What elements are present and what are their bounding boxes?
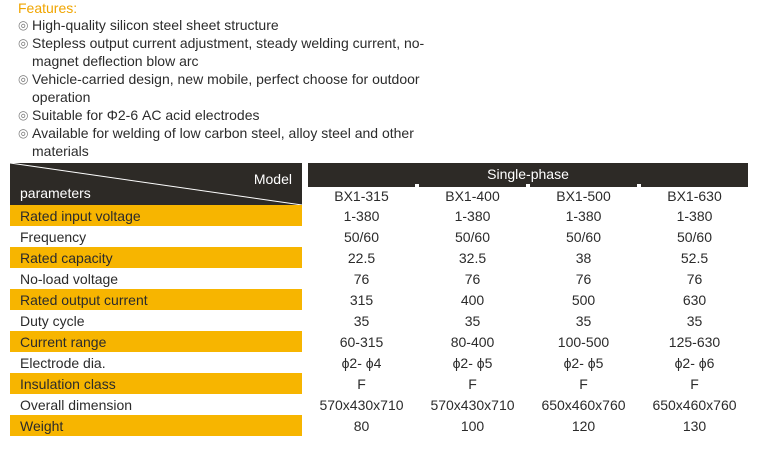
- table-corner-header: [10, 163, 302, 205]
- header-parameters-label: parameters: [20, 185, 91, 201]
- value-cell: 500: [571, 291, 596, 308]
- table-row: [10, 226, 748, 247]
- model-header-cell: BX1-315: [308, 184, 415, 205]
- value-cell: 35: [353, 312, 370, 329]
- value-cell: 630: [682, 291, 707, 308]
- parameter-name: Duty cycle: [20, 312, 85, 329]
- table-row: [10, 268, 748, 289]
- table-row: [10, 352, 748, 373]
- value-cell: 35: [464, 312, 481, 329]
- feature-text: Stepless output current adjustment, steady welding current, no-magnet deflection blow arc: [32, 35, 425, 69]
- value-cell: 50/60: [454, 228, 491, 245]
- value-cell: 125-630: [668, 333, 721, 350]
- feature-text: High-quality silicon steel sheet structure: [32, 17, 279, 33]
- value-cell: 1-380: [565, 207, 602, 224]
- parameter-name: Frequency: [20, 228, 87, 245]
- value-cell: 32.5: [458, 249, 487, 266]
- value-cell: 50/60: [676, 228, 713, 245]
- model-header-cell: BX1-400: [419, 184, 526, 205]
- bullet-circle-icon: ◎: [18, 36, 29, 50]
- table-row: [10, 310, 748, 331]
- feature-item: [18, 16, 458, 34]
- value-cell: 50/60: [343, 228, 380, 245]
- value-cell: 76: [353, 270, 370, 287]
- header-group-single-phase: Single-phase: [308, 163, 748, 184]
- parameter-name: Insulation class: [10, 373, 302, 394]
- value-cell: 38: [575, 249, 592, 266]
- spec-table: [10, 163, 748, 436]
- value-cell: 650x460x760: [652, 396, 737, 413]
- feature-item: [18, 70, 458, 106]
- value-cell: 80-400: [450, 333, 495, 350]
- value-cell: ϕ2- ϕ6: [674, 354, 715, 371]
- value-cell: F: [357, 375, 366, 392]
- value-cell: 1-380: [343, 207, 380, 224]
- value-cell: ϕ2- ϕ5: [452, 354, 493, 371]
- features-title: Features:: [18, 0, 78, 16]
- value-cell: 76: [686, 270, 703, 287]
- value-cell: 76: [575, 270, 592, 287]
- model-header-cell: BX1-500: [530, 184, 637, 205]
- parameter-name: No-load voltage: [20, 270, 119, 287]
- feature-text: Available for welding of low carbon steel, alloy steel and other materials: [32, 125, 414, 159]
- model-header-cell: BX1-630: [641, 184, 748, 205]
- value-cell: 570x430x710: [430, 396, 515, 413]
- value-cell: 35: [575, 312, 592, 329]
- parameter-name: Rated capacity: [10, 247, 302, 268]
- value-cell: 60-315: [339, 333, 384, 350]
- bullet-circle-icon: ◎: [18, 126, 29, 140]
- parameter-name: Rated input voltage: [10, 205, 302, 226]
- value-cell: 76: [464, 270, 481, 287]
- feature-item: [18, 106, 458, 124]
- value-cell: 570x430x710: [319, 396, 404, 413]
- value-cell: 100-500: [557, 333, 610, 350]
- value-cell: 100: [460, 417, 485, 434]
- value-cell: 50/60: [565, 228, 602, 245]
- parameter-name: Current range: [10, 331, 302, 352]
- parameter-name: Overall dimension: [20, 396, 133, 413]
- table-row: [10, 394, 748, 415]
- table-row: [10, 415, 748, 436]
- table-row: [10, 205, 748, 226]
- value-cell: F: [690, 375, 699, 392]
- value-cell: ϕ2- ϕ5: [563, 354, 604, 371]
- feature-text: Vehicle-carried design, new mobile, perfect choose for outdoor operation: [32, 71, 420, 105]
- table-row: [10, 247, 748, 268]
- feature-item: [18, 124, 458, 160]
- table-row: [10, 373, 748, 394]
- value-cell: 35: [686, 312, 703, 329]
- value-cell: 22.5: [347, 249, 376, 266]
- feature-text: Suitable for Φ2-6 AC acid electrodes: [32, 107, 260, 123]
- value-cell: 1-380: [454, 207, 491, 224]
- bullet-circle-icon: ◎: [18, 108, 29, 122]
- value-cell: 80: [353, 417, 370, 434]
- header-model-label: Model: [253, 171, 292, 187]
- features-list: [18, 16, 458, 160]
- bullet-circle-icon: ◎: [18, 72, 29, 86]
- parameter-name: Electrode dia.: [20, 354, 106, 371]
- table-row: [10, 331, 748, 352]
- parameter-name: Rated output current: [10, 289, 302, 310]
- value-cell: ϕ2- ϕ4: [341, 354, 382, 371]
- value-cell: 650x460x760: [541, 396, 626, 413]
- value-cell: 52.5: [680, 249, 709, 266]
- feature-item: [18, 34, 458, 70]
- value-cell: 400: [460, 291, 485, 308]
- value-cell: 130: [682, 417, 707, 434]
- bullet-circle-icon: ◎: [18, 18, 29, 32]
- table-row: [10, 289, 748, 310]
- parameter-name: Weight: [10, 415, 302, 436]
- value-cell: F: [579, 375, 588, 392]
- value-cell: F: [468, 375, 477, 392]
- value-cell: 315: [349, 291, 374, 308]
- value-cell: 1-380: [676, 207, 713, 224]
- value-cell: 120: [571, 417, 596, 434]
